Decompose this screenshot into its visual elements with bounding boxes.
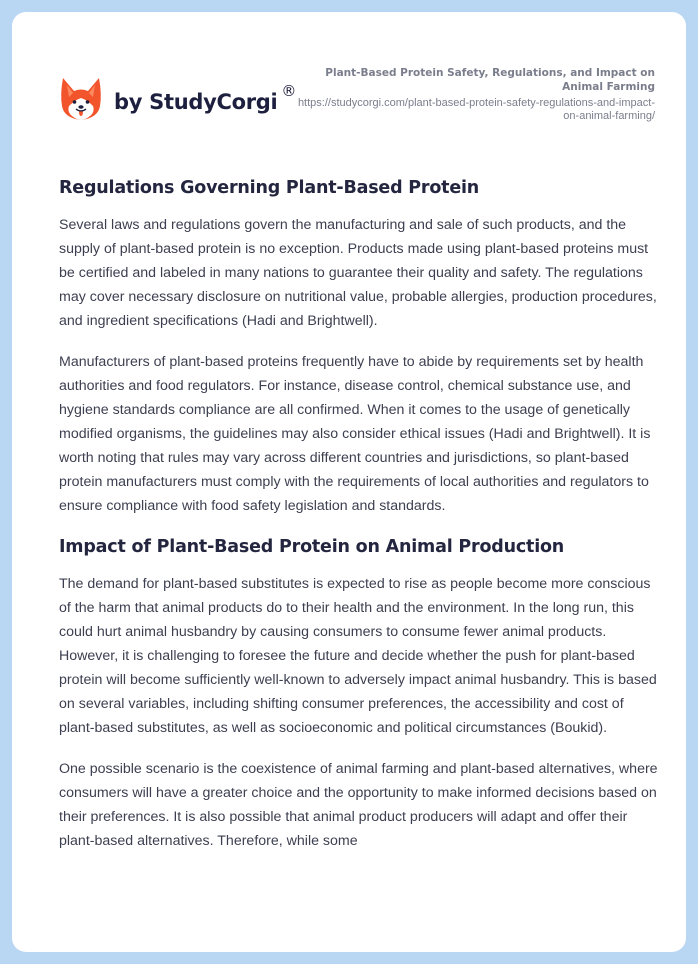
brand-name: by StudyCorgi — [114, 90, 278, 114]
document-header — [12, 12, 686, 142]
section-impact — [59, 535, 659, 853]
document-card — [12, 12, 686, 952]
section-heading: Impact of Plant-Based Protein on Animal Production — [59, 537, 565, 557]
document-url[interactable]: https://studycorgi.com/plant-based-protein-safety-regulations-and-impact-on-animal-farming/ — [297, 97, 655, 122]
paragraph: The demand for plant-based substitutes is expected to rise as people become more conscious of the harm that animal products do to their health and the environment. In the long run, this could hurt animal husbandry by causing consumers to consume fewer animal products. However, it is challenging to foresee the future and decide whether the push for plant-based protein will become sufficiently well-known to adversely impact animal husbandry. This is based on several variables, including shifting consumer preferences, the accessibility and cost of plant-based substitutes, as well as socioeconomic and political circumstances (Boukid). — [59, 576, 657, 736]
document-meta — [295, 66, 655, 123]
registered-mark: ® — [281, 82, 297, 100]
section-regulations — [59, 176, 659, 518]
section-heading: Regulations Governing Plant-Based Protein — [59, 178, 480, 198]
paragraph: One possible scenario is the coexistence of animal farming and plant-based alternatives, where consumers will have a greater choice and the opportunity to make informed decisions based on their preferences. It is also possible that animal product producers will adapt and offer their plant-based alternatives. Therefore, while some — [59, 761, 658, 849]
corgi-logo-icon — [60, 76, 102, 122]
article-body — [59, 176, 659, 853]
paragraph: Several laws and regulations govern the manufacturing and sale of such products, and the supply of plant-based protein is no exception. Products made using plant-based proteins must be certified and labeled in many nations to guarantee their quality and safety. The regulations may cover necessary disclosure on nutritional value, probable allergies, production procedures, and ingredient specifications (Hadi and Brightwell). — [59, 217, 657, 329]
studycorgi-logo[interactable] — [60, 76, 297, 122]
document-title: Plant-Based Protein Safety, Regulations, and Impact on Animal Farming — [325, 67, 655, 93]
paragraph: Manufacturers of plant-based proteins frequently have to abide by requirements set by health authorities and food regulators. For instance, disease control, chemical substance use, and hygiene standards compliance are all confirmed. When it comes to the usage of genetically modified organisms, the guidelines may also consider ethical issues (Hadi and Brightwell). It is worth noting that rules may vary across different countries and jurisdictions, so plant-based protein manufacturers must comply with the requirements of local authorities and regulators to ensure compliance with food safety legislation and standards. — [59, 354, 651, 514]
